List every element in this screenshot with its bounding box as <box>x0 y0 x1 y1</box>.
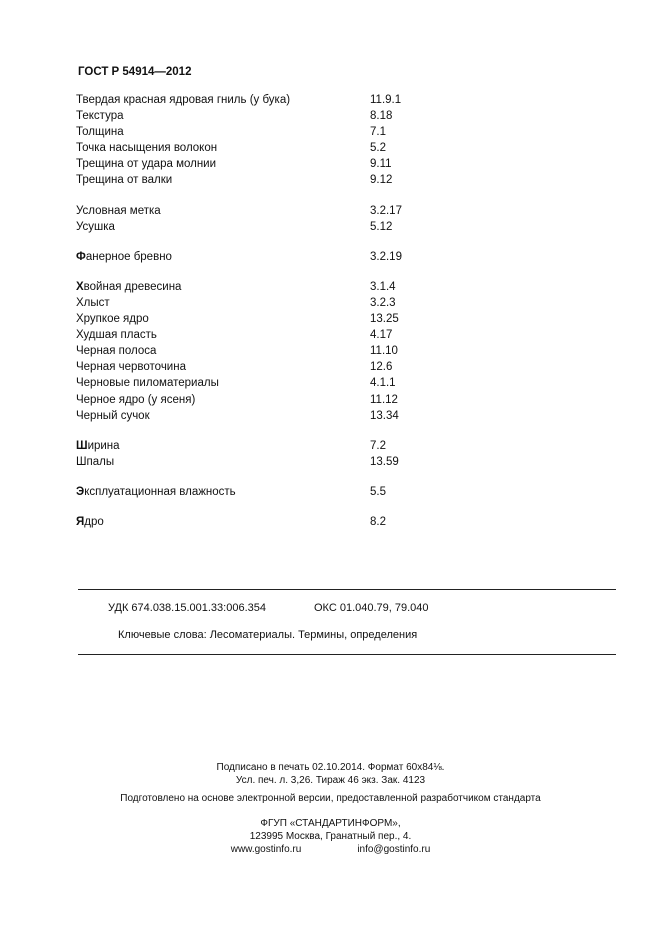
term-name <box>76 408 370 424</box>
term-row <box>76 108 476 124</box>
term-reference: 4.1.1 <box>370 377 396 390</box>
imprint-prepared <box>0 792 661 805</box>
term-initial: Ш <box>76 439 88 452</box>
term-text: войная древесина <box>83 280 182 293</box>
term-row <box>76 203 476 219</box>
term-text: дро <box>84 515 104 528</box>
term-reference: 9.12 <box>370 174 393 187</box>
publisher-line: ФГУП «СТАНДАРТИНФОРМ», <box>260 818 401 829</box>
term-reference: 13.34 <box>370 409 399 422</box>
term-name <box>76 392 370 408</box>
term-text: анерное бревно <box>85 250 172 263</box>
term-row <box>76 92 476 108</box>
term-group <box>76 514 476 530</box>
term-text: Трещина от валки <box>76 174 173 187</box>
term-group <box>76 484 476 500</box>
term-row <box>76 156 476 172</box>
email-link[interactable]: info@gostinfo.ru <box>357 844 431 855</box>
term-name <box>76 219 370 235</box>
term-name <box>76 484 370 500</box>
term-name <box>76 203 370 219</box>
term-row <box>76 392 476 408</box>
term-text: Толщина <box>76 126 124 139</box>
term-name <box>76 172 370 188</box>
term-row <box>76 140 476 156</box>
term-text: Черновые пиломатериалы <box>76 377 219 390</box>
term-name <box>76 343 370 359</box>
term-reference: 9.11 <box>370 158 392 171</box>
term-name <box>76 327 370 343</box>
term-text: Точка насыщения волокон <box>76 142 218 155</box>
website-link[interactable]: www.gostinfo.ru <box>230 844 302 855</box>
address-line: 123995 Москва, Гранатный пер., 4. <box>249 831 412 842</box>
term-text: ксплуатационная влажность <box>84 485 236 498</box>
term-name <box>76 92 370 108</box>
term-group <box>76 249 476 265</box>
udk-code: УДК 674.038.15.001.33:006.354 <box>108 602 266 614</box>
term-name <box>76 249 370 265</box>
term-initial: Ф <box>76 250 86 263</box>
term-reference: 3.2.19 <box>370 250 402 263</box>
document-header: ГОСТ Р 54914—2012 <box>78 66 192 78</box>
bottom-divider <box>78 654 616 655</box>
term-reference: 8.2 <box>370 515 386 528</box>
term-row <box>76 311 476 327</box>
term-reference: 3.1.4 <box>370 280 396 293</box>
term-index <box>76 92 476 544</box>
imprint-publisher <box>0 817 661 856</box>
term-row <box>76 124 476 140</box>
term-text: Усушка <box>76 220 115 233</box>
term-reference: 12.6 <box>370 361 393 374</box>
term-reference: 7.1 <box>370 126 386 139</box>
term-text: Хлыст <box>76 296 110 309</box>
term-initial: Э <box>76 485 85 498</box>
term-reference: 11.9.1 <box>370 94 402 106</box>
print-info-line: Усл. печ. л. 3,26. Тираж 46 экз. Зак. 4123 <box>235 775 426 786</box>
term-name <box>76 454 370 470</box>
term-text: Условная метка <box>76 204 161 217</box>
term-text: Шпалы <box>76 455 115 468</box>
term-name <box>76 311 370 327</box>
term-group <box>76 92 476 189</box>
term-name <box>76 295 370 311</box>
term-text: Худшая пласть <box>76 329 157 342</box>
term-group <box>76 203 476 235</box>
term-row <box>76 484 476 500</box>
term-name <box>76 279 370 295</box>
term-name <box>76 438 370 454</box>
oks-code: ОКС 01.040.79, 79.040 <box>314 602 429 614</box>
term-name <box>76 375 370 391</box>
term-row <box>76 219 476 235</box>
term-reference: 3.2.3 <box>370 296 396 309</box>
term-row <box>76 172 476 188</box>
term-row <box>76 375 476 391</box>
term-name <box>76 140 370 156</box>
term-text: Черный сучок <box>76 409 150 422</box>
term-text: Текстура <box>76 110 124 123</box>
imprint-print-data <box>0 761 661 787</box>
prepared-line: Подготовлено на основе электронной версии, предоставленной разработчиком стандарта <box>120 793 541 804</box>
term-reference: 5.12 <box>370 220 393 233</box>
term-row <box>76 514 476 530</box>
term-text: ирина <box>87 439 120 452</box>
term-group <box>76 438 476 470</box>
term-name <box>76 108 370 124</box>
term-text: Черная червоточина <box>76 361 186 374</box>
term-row <box>76 343 476 359</box>
term-reference: 13.59 <box>370 455 399 468</box>
term-reference: 4.17 <box>370 329 393 342</box>
term-group <box>76 279 476 424</box>
term-text: Трещина от удара молнии <box>76 158 217 171</box>
term-initial: Я <box>76 515 85 528</box>
term-text: Черная полоса <box>76 345 157 358</box>
term-reference: 5.5 <box>370 485 386 498</box>
term-text: Хрупкое ядро <box>76 313 149 326</box>
signed-line: Подписано в печать 02.10.2014. Формат 60x84⅛. <box>216 762 445 773</box>
term-row <box>76 295 476 311</box>
term-text: Черное ядро (у ясеня) <box>76 393 196 406</box>
term-reference: 8.18 <box>370 110 393 123</box>
term-initial: Х <box>76 280 84 293</box>
term-name <box>76 156 370 172</box>
term-row <box>76 408 476 424</box>
term-row <box>76 327 476 343</box>
term-name <box>76 514 370 530</box>
term-row <box>76 359 476 375</box>
term-text: Твердая красная ядровая гниль (у бука) <box>76 94 291 106</box>
contacts-line <box>0 843 661 856</box>
term-reference: 5.2 <box>370 142 386 155</box>
term-name <box>76 359 370 375</box>
term-reference: 3.2.17 <box>370 204 402 217</box>
term-reference: 11.10 <box>370 345 398 358</box>
term-row <box>76 438 476 454</box>
term-reference: 13.25 <box>370 313 399 326</box>
top-divider <box>78 589 616 590</box>
term-reference: 11.12 <box>370 393 398 406</box>
term-name <box>76 124 370 140</box>
term-reference: 7.2 <box>370 439 386 452</box>
term-row <box>76 249 476 265</box>
term-row <box>76 279 476 295</box>
keywords: Ключевые слова: Лесоматериалы. Термины, определения <box>118 629 418 641</box>
term-row <box>76 454 476 470</box>
